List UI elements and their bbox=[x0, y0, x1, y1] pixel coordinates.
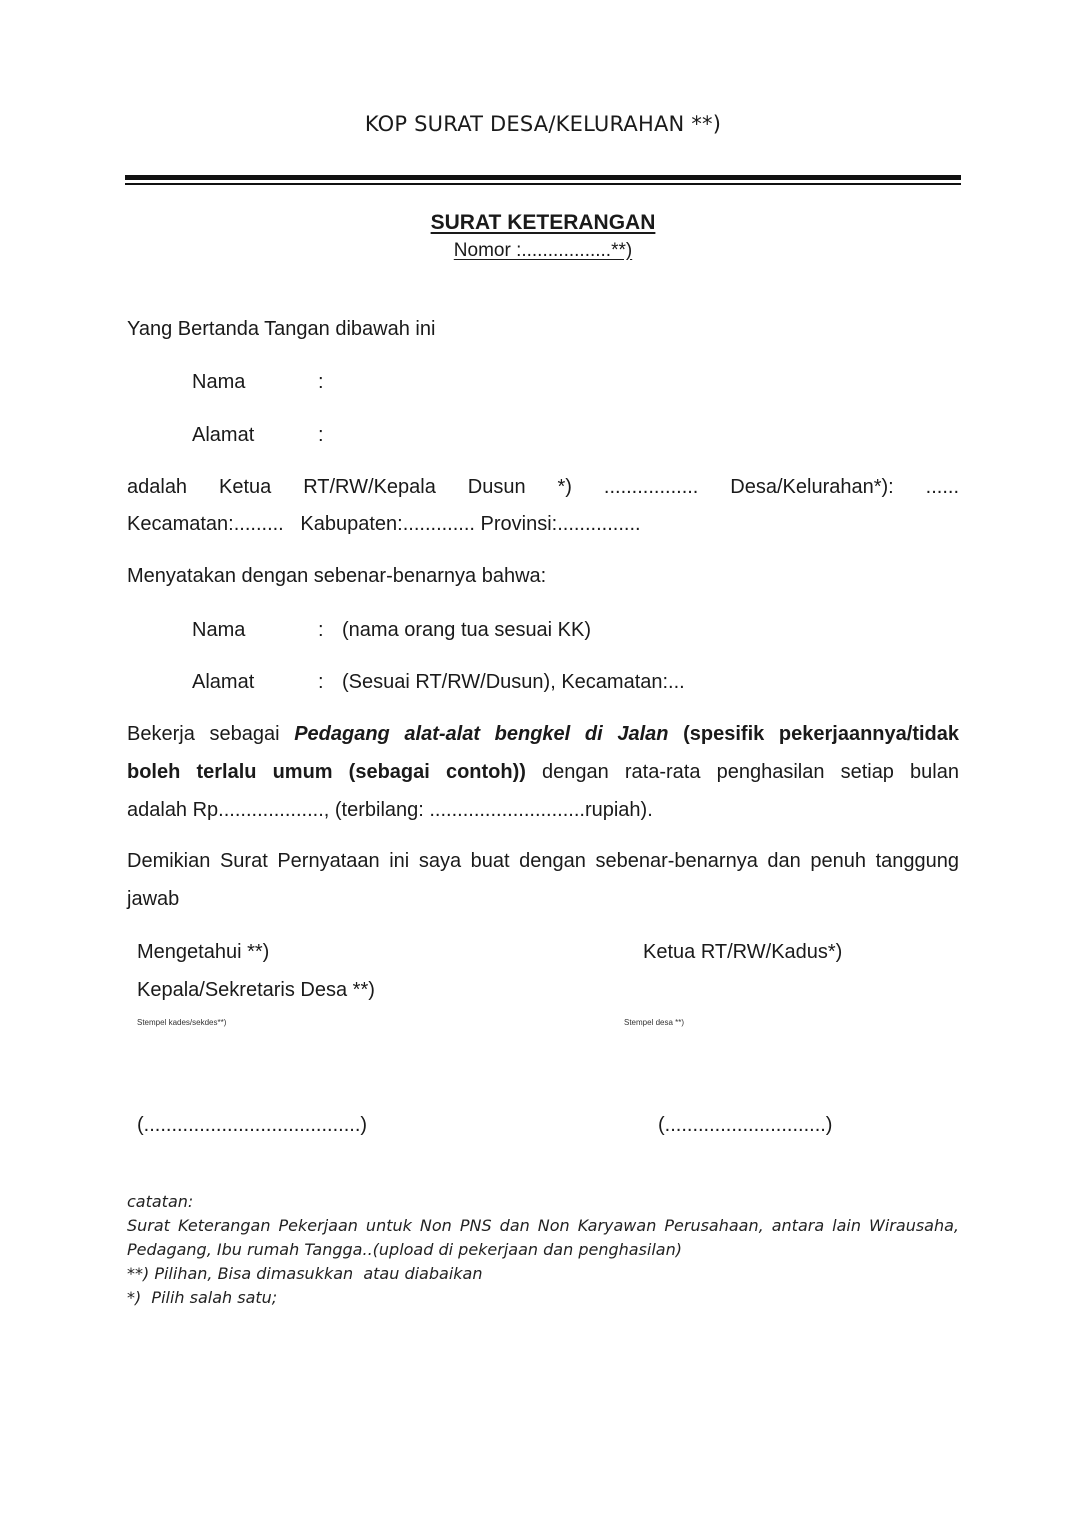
letterhead-rule-thick bbox=[125, 175, 961, 180]
notes-line-2: Pedagang, Ibu rumah Tangga..(upload di pekerjaan dan penghasilan) bbox=[127, 1240, 682, 1259]
subject-name-colon: : bbox=[318, 619, 324, 641]
letterhead-rule-thin bbox=[125, 183, 961, 185]
signer-address-field bbox=[192, 421, 342, 449]
subject-address-label: Alamat bbox=[192, 671, 255, 693]
closing-line-2: jawab bbox=[127, 888, 180, 910]
signer-name-label: Nama bbox=[192, 371, 246, 393]
work-line-3: adalah Rp..................., (terbilang: ............................rupiah). bbox=[127, 799, 653, 821]
document-number: Nomor :.................**) bbox=[453, 240, 633, 261]
right-signature-name: (.............................) bbox=[658, 1114, 833, 1136]
left-stamp-note: Stempel kades/sekdes**) bbox=[137, 1018, 227, 1027]
position-line-2: Kecamatan:......... Kabupaten:............. Provinsi:............... bbox=[127, 513, 641, 535]
notes-line-4: *) Pilih salah satu; bbox=[127, 1288, 278, 1307]
notes-section bbox=[127, 1190, 959, 1310]
signer-address-label: Alamat bbox=[192, 424, 255, 446]
work-spec-2: boleh terlalu umum (sebagai contoh)) bbox=[127, 761, 526, 783]
subject-address-field bbox=[192, 668, 685, 696]
work-income-text: dengan rata-rata penghasilan setiap bulan bbox=[525, 761, 959, 783]
notes-line-1: Surat Keterangan Pekerjaan untuk Non PNS dan Non Karyawan Perusahaan, antara lain Wirausaha, bbox=[127, 1216, 959, 1235]
position-line-1: adalah Ketua RT/RW/Kepala Dusun *) ................. Desa/Kelurahan*): ...... bbox=[127, 476, 959, 498]
subject-name-label: Nama bbox=[192, 619, 246, 641]
subject-name-field bbox=[192, 616, 591, 644]
subject-address-colon: : bbox=[318, 671, 324, 693]
right-stamp-note: Stempel desa **) bbox=[624, 1018, 685, 1027]
work-line-1 bbox=[127, 716, 959, 753]
right-signature-title: Ketua RT/RW/Kadus*) bbox=[643, 941, 843, 963]
closing-line-1: Demikian Surat Pernyataan ini saya buat dengan sebenar-benarnya dan penuh tanggung bbox=[127, 850, 959, 872]
work-job: Pedagang alat-alat bengkel di Jalan bbox=[294, 723, 669, 745]
subject-name-value: (nama orang tua sesuai KK) bbox=[342, 619, 592, 641]
notes-line-3: **) Pilihan, Bisa dimasukkan atau diabaikan bbox=[127, 1264, 483, 1283]
signer-address-colon: : bbox=[318, 424, 324, 446]
document-title: SURAT KETERANGAN bbox=[430, 211, 656, 234]
intro-text: Yang Bertanda Tangan dibawah ini bbox=[127, 318, 436, 340]
work-line-2 bbox=[127, 754, 959, 791]
work-spec-1: (spesifik pekerjaannya/tidak bbox=[668, 723, 960, 745]
left-signature-name: (.......................................) bbox=[137, 1114, 368, 1136]
letterhead-placeholder: KOP SURAT DESA/KELURAHAN **) bbox=[364, 112, 722, 136]
left-signature-title-1: Mengetahui **) bbox=[137, 941, 270, 963]
subject-address-value: (Sesuai RT/RW/Dusun), Kecamatan:... bbox=[342, 671, 685, 693]
work-prefix: Bekerja sebagai bbox=[127, 723, 295, 745]
notes-label: catatan: bbox=[127, 1192, 194, 1211]
statement-text: Menyatakan dengan sebenar-benarnya bahwa: bbox=[127, 565, 547, 587]
signer-name-colon: : bbox=[318, 371, 324, 393]
signer-name-field bbox=[192, 368, 342, 396]
left-signature-title-2: Kepala/Sekretaris Desa **) bbox=[137, 979, 375, 1001]
